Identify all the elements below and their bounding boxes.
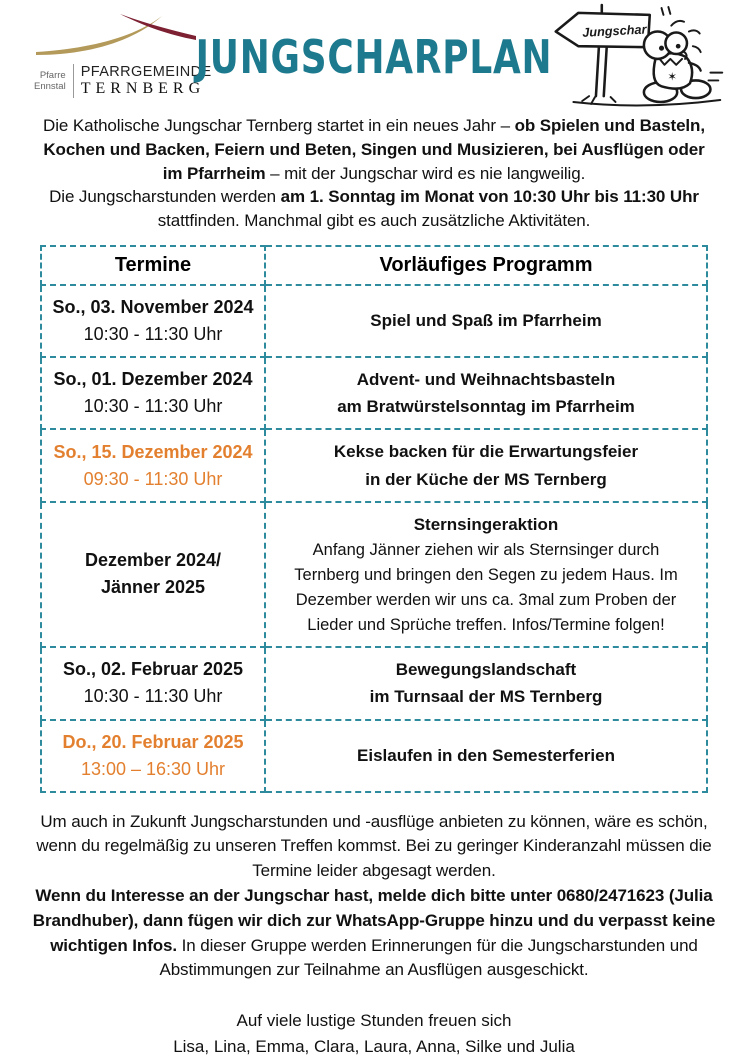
program-line: in der Küche der MS Ternberg — [365, 469, 607, 489]
intro-sentence-2 — [36, 185, 712, 233]
table-row-februar-2 — [41, 647, 707, 719]
outro-text-bold: Wenn du Interesse an der Jungschar hast, melde dich bitte unter 0680/2471623 (Julia Brandhuber), dann fügen wir dich zur WhatsApp-Gruppe hinzu und du verpasst keine wichtigen Infos. — [32, 886, 716, 955]
intro-text-bold-1: ob Spielen und Basteln, Kochen und Backen, Feiern und Beten, Singen und Musizieren, bei Ausflügen oder im Pfarrheim — [43, 116, 705, 183]
star-icon: ✶ — [667, 70, 678, 84]
logo-region-label — [34, 70, 66, 93]
outro-sentence-1: Um auch in Zukunft Jungscharstunden und -ausflüge anbieten zu können, wäre es schön, wenn du regelmäßig zu unseren Treffen kommst. Bei zu geringer Kinderanzahl müssen die Termine leider abgesagt werden. — [36, 811, 712, 881]
intro-text-regular-3: Die Jungscharstunden werden — [49, 187, 281, 207]
closing-line-2: Lisa, Lina, Emma, Clara, Laura, Anna, Silke und Julia — [173, 1036, 575, 1056]
program-line: Kekse backen für die Erwartungsfeier — [333, 442, 639, 462]
table-row-dezember-1 — [41, 357, 707, 429]
table-row-sternsinger — [41, 502, 707, 648]
table-row-februar-20 — [41, 720, 707, 792]
intro-text-regular-1: Die Katholische Jungschar Ternberg startet in ein neues Jahr – — [43, 116, 515, 135]
event-date: Do., 20. Februar 2025 — [62, 731, 244, 752]
logo-region-line1: Pfarre — [39, 69, 66, 81]
intro-text-regular-2: – mit der Jungschar wird es nie langweilig. — [265, 163, 586, 183]
event-time: 10:30 - 11:30 Uhr — [83, 396, 223, 417]
program-line: Eislaufen in den Semesterferien — [357, 746, 615, 766]
program-description: Anfang Jänner ziehen wir als Sternsinger durch Ternberg und bringen den Segen zu jedem Haus. Im Dezember werden wir uns ca. 3mal zum Proben der Lieder und Sprüche treffen. Infos/Termine folgen! — [294, 540, 678, 635]
logo-org-line1: PFARRGEMEINDE — [80, 64, 212, 80]
logo-org-line2: TERNBERG — [80, 80, 206, 98]
table-row-november — [41, 285, 707, 357]
logo-region-line2: Ennstal — [34, 81, 66, 93]
program-line: im Turnsaal der MS Ternberg — [369, 687, 603, 707]
table-header-row — [41, 246, 707, 285]
program-cell — [265, 720, 707, 792]
outro-sentence-2 — [28, 884, 720, 983]
program-cell — [265, 357, 707, 429]
date-cell — [41, 285, 265, 357]
event-time: 09:30 - 11:30 Uhr — [83, 468, 223, 489]
date-cell — [41, 720, 265, 792]
cartoon-sign-text: Jungschar — [581, 21, 647, 40]
event-date: So., 02. Februar 2025 — [62, 659, 244, 680]
logo-divider — [73, 64, 74, 98]
outro-text-regular: In dieser Gruppe werden Erinnerungen für die Jungscharstunden und Abstimmungen zur Teilnahme an Ausflügen ausgeschickt. — [159, 935, 698, 980]
column-header-termine: Termine — [41, 246, 265, 285]
program-line: Spiel und Spaß im Pfarrheim — [370, 311, 602, 331]
program-cell — [265, 429, 707, 501]
intro-text-bold-2: am 1. Sonntag im Monat von 10:30 Uhr bis 11:30 Uhr — [280, 187, 699, 207]
event-date: So., 01. Dezember 2024 — [53, 369, 253, 390]
date-cell — [41, 647, 265, 719]
event-date-line2: Jänner 2025 — [100, 577, 206, 598]
event-date: So., 15. Dezember 2024 — [53, 441, 253, 462]
program-title: Sternsingeraktion — [413, 514, 559, 534]
program-line: am Bratwürstelsonntag im Pfarrheim — [337, 397, 635, 417]
page-title: JUNGSCHARPLAN — [195, 30, 553, 84]
date-cell — [41, 429, 265, 501]
program-line: Advent- und Weihnachtsbasteln — [356, 369, 616, 389]
date-cell — [41, 357, 265, 429]
event-time: 10:30 - 11:30 Uhr — [83, 686, 223, 707]
event-time: 10:30 - 11:30 Uhr — [83, 323, 223, 344]
parish-logo — [34, 12, 214, 98]
event-date: Dezember 2024/ — [84, 550, 222, 571]
event-date: So., 03. November 2024 — [52, 296, 254, 317]
logo-organization-name — [81, 64, 212, 98]
program-line: Bewegungslandschaft — [395, 660, 577, 680]
page-header — [0, 0, 748, 110]
logo-swoosh-graphic — [34, 12, 204, 62]
signpost-cartoon-drawing — [546, 2, 732, 108]
jungschar-cartoon — [546, 2, 732, 113]
outro-paragraph — [28, 810, 720, 984]
closing-lines — [0, 1008, 748, 1059]
table-row-dezember-15 — [41, 429, 707, 501]
closing-line-1: Auf viele lustige Stunden freuen sich — [236, 1011, 512, 1031]
intro-paragraph — [36, 114, 712, 233]
event-time: 13:00 – 16:30 Uhr — [80, 758, 226, 779]
column-header-programm: Vorläufiges Programm — [265, 246, 707, 285]
date-cell — [41, 502, 265, 648]
schedule-table — [40, 245, 708, 793]
program-cell — [265, 285, 707, 357]
program-cell — [265, 502, 707, 648]
intro-text-regular-4: stattfinden. Manchmal gibt es auch zusätzliche Aktivitäten. — [157, 211, 591, 231]
intro-sentence-1 — [36, 114, 712, 185]
program-cell — [265, 647, 707, 719]
